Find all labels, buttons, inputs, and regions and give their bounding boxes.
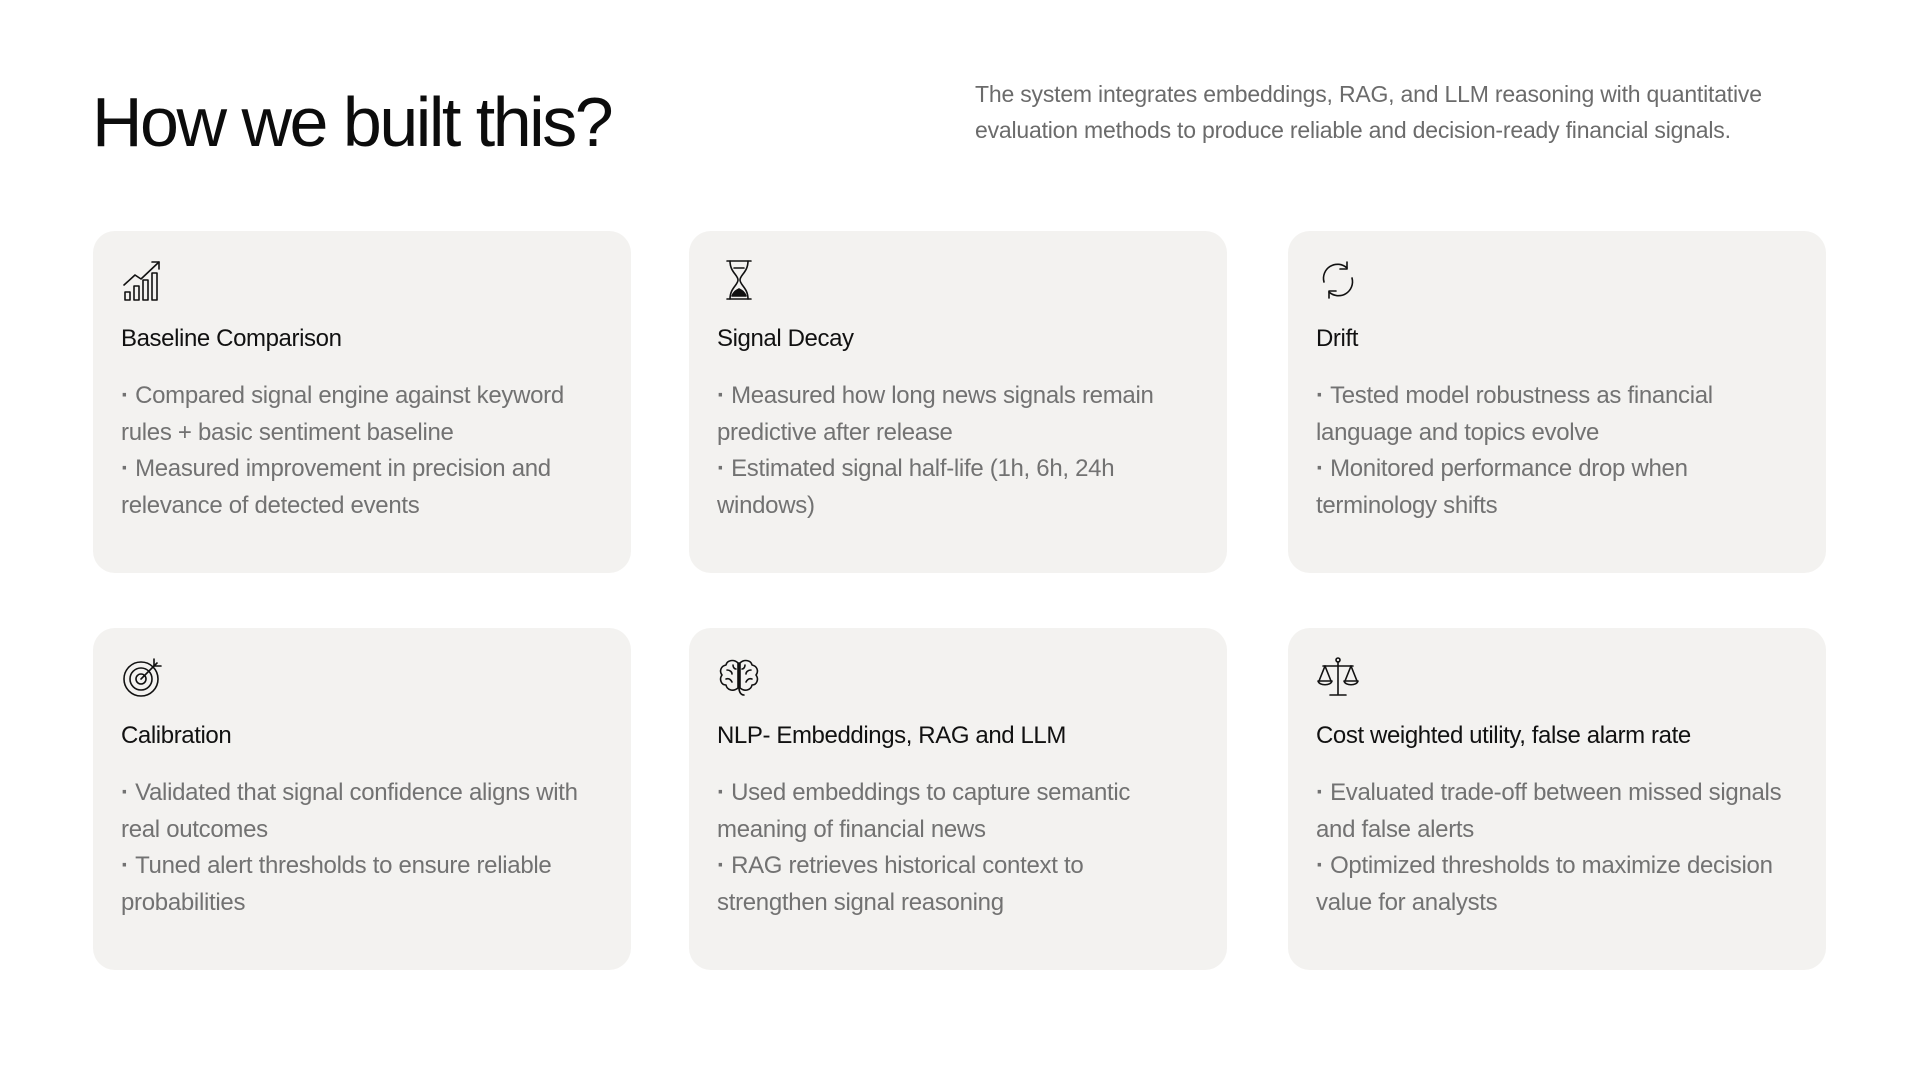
bullet-item: · Tested model robustness as financial language and topics evolve bbox=[1316, 378, 1746, 451]
card-title: Drift bbox=[1316, 325, 1358, 352]
bullet-item: · Estimated signal half-life (1h, 6h, 24h windows) bbox=[717, 451, 1187, 524]
target-icon bbox=[121, 655, 165, 699]
bullet-item: · Measured improvement in precision and relevance of detected events bbox=[121, 451, 591, 524]
bullet-list bbox=[121, 775, 591, 921]
card-title: Baseline Comparison bbox=[121, 325, 342, 352]
bullet-list bbox=[1316, 775, 1786, 921]
bullet-item: · Measured how long news signals remain predictive after release bbox=[717, 378, 1187, 451]
page-title: How we built this? bbox=[92, 83, 612, 161]
bullet-item: · Tuned alert thresholds to ensure reliable probabilities bbox=[121, 848, 591, 921]
card-title: Calibration bbox=[121, 722, 232, 749]
card-signal-decay bbox=[689, 231, 1227, 573]
bullet-item: · Validated that signal confidence aligns with real outcomes bbox=[121, 775, 591, 848]
card-baseline-comparison bbox=[93, 231, 631, 573]
card-cost-weighted-utility bbox=[1288, 628, 1826, 970]
bullet-list bbox=[717, 378, 1187, 524]
brain-icon bbox=[717, 655, 761, 699]
bullet-list bbox=[121, 378, 591, 524]
card-calibration bbox=[93, 628, 631, 970]
bullet-item: · Used embeddings to capture semantic meaning of financial news bbox=[717, 775, 1187, 848]
bullet-list bbox=[1316, 378, 1746, 524]
bullet-item: · Optimized thresholds to maximize decision value for analysts bbox=[1316, 848, 1786, 921]
hourglass-icon bbox=[717, 258, 761, 302]
bullet-item: · Monitored performance drop when terminology shifts bbox=[1316, 451, 1746, 524]
bullet-item: · RAG retrieves historical context to strengthen signal reasoning bbox=[717, 848, 1187, 921]
card-title: NLP- Embeddings, RAG and LLM bbox=[717, 722, 1066, 749]
card-title: Cost weighted utility, false alarm rate bbox=[1316, 722, 1691, 749]
card-nlp bbox=[689, 628, 1227, 970]
intro-text: The system integrates embeddings, RAG, and LLM reasoning with quantitative evaluation methods to produce reliable and decision-ready financial signals. bbox=[975, 81, 1762, 143]
chart-growth-icon bbox=[121, 258, 165, 302]
bullet-item: · Compared signal engine against keyword rules + basic sentiment baseline bbox=[121, 378, 591, 451]
card-title: Signal Decay bbox=[717, 325, 854, 352]
card-drift bbox=[1288, 231, 1826, 573]
refresh-icon bbox=[1316, 258, 1360, 302]
bullet-item: · Evaluated trade-off between missed signals and false alerts bbox=[1316, 775, 1786, 848]
bullet-list bbox=[717, 775, 1187, 921]
scale-icon bbox=[1316, 655, 1360, 699]
